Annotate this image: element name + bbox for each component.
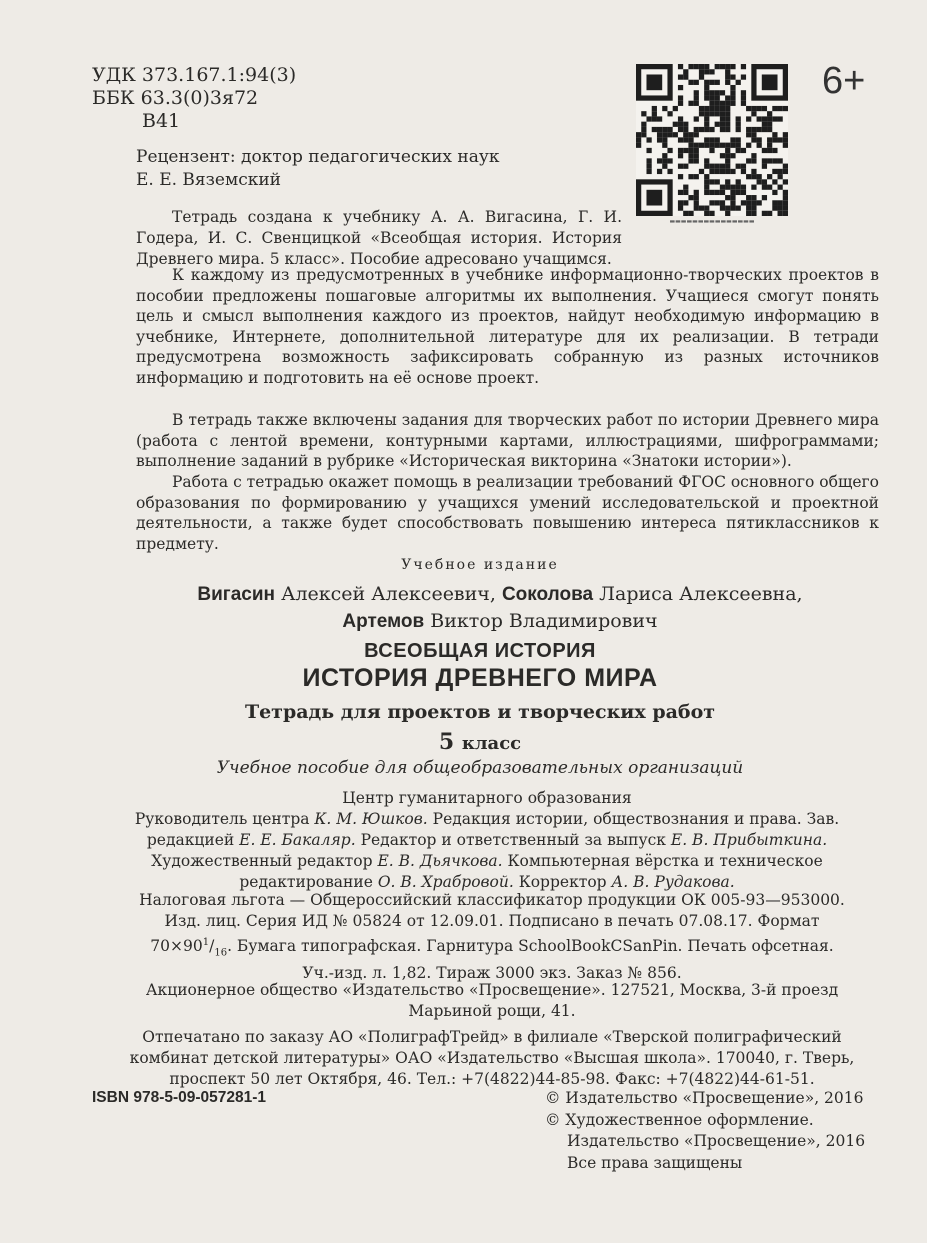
- reviewer-name: Е. Е. Вяземский: [136, 170, 282, 190]
- credit-role: Редактор и ответственный за выпуск: [360, 831, 666, 849]
- credit-person: А. В. Рудакова.: [611, 873, 735, 891]
- credit-role: Руководитель центра: [134, 810, 310, 828]
- printer-line-1: Отпечатано по заказу АО «ПолиграфТрейд» в филиале «Тверской полиграфический: [142, 1028, 842, 1046]
- age-rating: 6+: [822, 60, 866, 102]
- author2-surname: Соколова: [501, 584, 594, 605]
- classification-codes: [92, 64, 296, 133]
- title-line-1: ВСЕОБЩАЯ ИСТОРИЯ: [364, 640, 596, 662]
- author-mark: В41: [142, 110, 181, 132]
- author3-surname: Артемов: [342, 611, 425, 632]
- printer: [92, 1027, 892, 1090]
- imprint-line-3: $70\times 90^1/_{16}$. Бумага типографская. Гарнитура SchoolBookCSanPin. Печать офсетная.: [150, 937, 834, 959]
- credit-role: редактирование: [239, 873, 373, 891]
- imprint-line-1: Налоговая льгота — Общероссийский классификатор продукции ОК 005-93—953000.: [139, 891, 845, 909]
- isbn: ISBN 978-5-09-057281-1: [92, 1089, 267, 1106]
- subtitle: Тетрадь для проектов и творческих работ: [244, 701, 716, 723]
- imprint-line-4: Уч.-изд. л. 1,82. Тираж 3000 экз. Заказ № 856.: [302, 964, 682, 983]
- imprint: [92, 890, 892, 984]
- author2-name: Лариса Алексеевна,: [599, 583, 803, 605]
- authors: [120, 581, 880, 635]
- credit-role: Редакция истории, обществознания и права. Зав.: [432, 810, 840, 828]
- annotation-p2: К каждому из предусмотренных в учебнике информационно-творческих проектов в пособии предложены пошаговые алгоритмы их выполнения. Учащиеся смогут понять цель и смысл выполнения каждого из проектов, найдут необходимую информацию в учебнике, Интернете, дополнительной литературе для их реализации. В тетради предусмотрена возможность зафиксировать собранную из разных источников информацию и подготовить на её основе проект.: [136, 266, 879, 387]
- grade-number: 5: [438, 729, 455, 755]
- qr-caption: ▬▬▬▬▬▬▬▬▬▬▬▬▬▬▬: [669, 218, 755, 225]
- credit-person: Е. В. Дьячкова.: [377, 852, 503, 870]
- credits: [92, 788, 882, 893]
- printer-line-3: проспект 50 лет Октября, 46. Тел.: +7(4822)44-85-98. Факс: +7(4822)44-61-51.: [169, 1070, 815, 1088]
- author1-name: Алексей Алексеевич,: [281, 583, 496, 605]
- copyright-2: © Художественное оформление.: [545, 1110, 814, 1129]
- credits-line-1: [92, 809, 882, 830]
- printer-line-2: комбинат детской литературы» ОАО «Издательство «Высшая школа». 170040, г. Тверь,: [129, 1049, 855, 1067]
- credit-role: редакцией: [146, 831, 235, 849]
- grade: [180, 729, 780, 755]
- credit-role: Корректор: [518, 873, 607, 891]
- credit-role: Художественный редактор: [151, 852, 373, 870]
- copyright-3: Издательство «Просвещение», 2016: [567, 1132, 866, 1150]
- format-size: 70×90: [150, 937, 203, 956]
- title-line-2: ИСТОРИЯ ДРЕВНЕГО МИРА: [302, 664, 658, 692]
- publisher: [92, 980, 892, 1022]
- grade-word: класс: [461, 733, 522, 754]
- credits-line-2: [92, 830, 882, 851]
- credits-line-3: [92, 851, 882, 872]
- edition-label: Учебное издание: [401, 557, 559, 573]
- credit-person: Е. В. Прибыткина.: [670, 831, 828, 849]
- qr-code: [636, 64, 788, 216]
- credits-center: Центр гуманитарного образования: [342, 789, 632, 807]
- purpose: Учебное пособие для общеобразовательных организаций: [216, 758, 744, 778]
- credit-person: Е. Е. Бакаляр.: [239, 831, 356, 849]
- author1-surname: Вигасин: [197, 584, 276, 605]
- credit-person: К. М. Юшков.: [314, 810, 428, 828]
- format-numerator: 1: [202, 937, 210, 948]
- annotation-p4: Работа с тетрадью окажет помощь в реализации требований ФГОС основного общего образования по формированию у учащихся умений исследовательской и проектной деятельности, а также будет способствовать повышению интереса пятиклассников к предмету.: [136, 473, 879, 553]
- copyright-4: Все права защищены: [567, 1153, 743, 1172]
- reviewer: [136, 146, 500, 192]
- copyright-1: © Издательство «Просвещение», 2016: [545, 1089, 864, 1107]
- copyright-block: [545, 1088, 865, 1174]
- publisher-line-2: Марьиной рощи, 41.: [408, 1002, 576, 1020]
- author3-name: Виктор Владимирович: [430, 610, 658, 632]
- imprint-line-2: Изд. лиц. Серия ИД № 05824 от 12.09.01. Подписано в печать 07.08.17. Формат: [164, 912, 820, 930]
- udk-code: УДК 373.167.1:94(3): [92, 64, 297, 86]
- publisher-line-1: Акционерное общество «Издательство «Просвещение». 127521, Москва, 3-й проезд: [145, 981, 839, 999]
- format-denominator: 16: [214, 947, 228, 959]
- reviewer-title: Рецензент: доктор педагогических наук: [136, 147, 500, 167]
- credit-person: О. В. Храбровой.: [377, 873, 514, 891]
- annotation-paragraph-1: Тетрадь создана к учебнику А. А. Вигасина, Г. И. Годера, И. С. Свенцицкой «Всеобщая история. История Древнего мира. 5 класс». Пособие адресовано учащимся.: [136, 208, 622, 268]
- bbk-code: ББК 63.3(0)3я72: [92, 87, 259, 109]
- credit-role: Компьютерная вёрстка и техническое: [507, 852, 823, 870]
- annotation-p1-start: [136, 207, 622, 270]
- annotation-p3: В тетрадь также включены задания для творческих работ по истории Древнего мира (работа с лентой времени, контурными картами, иллюстрациями, шифрограммами; выполнение заданий в рубрике «Историческая викторина «Знатоки истории»).: [136, 411, 879, 470]
- format-rest: . Бумага типографская. Гарнитура SchoolBookCSanPin. Печать офсетная.: [227, 937, 834, 956]
